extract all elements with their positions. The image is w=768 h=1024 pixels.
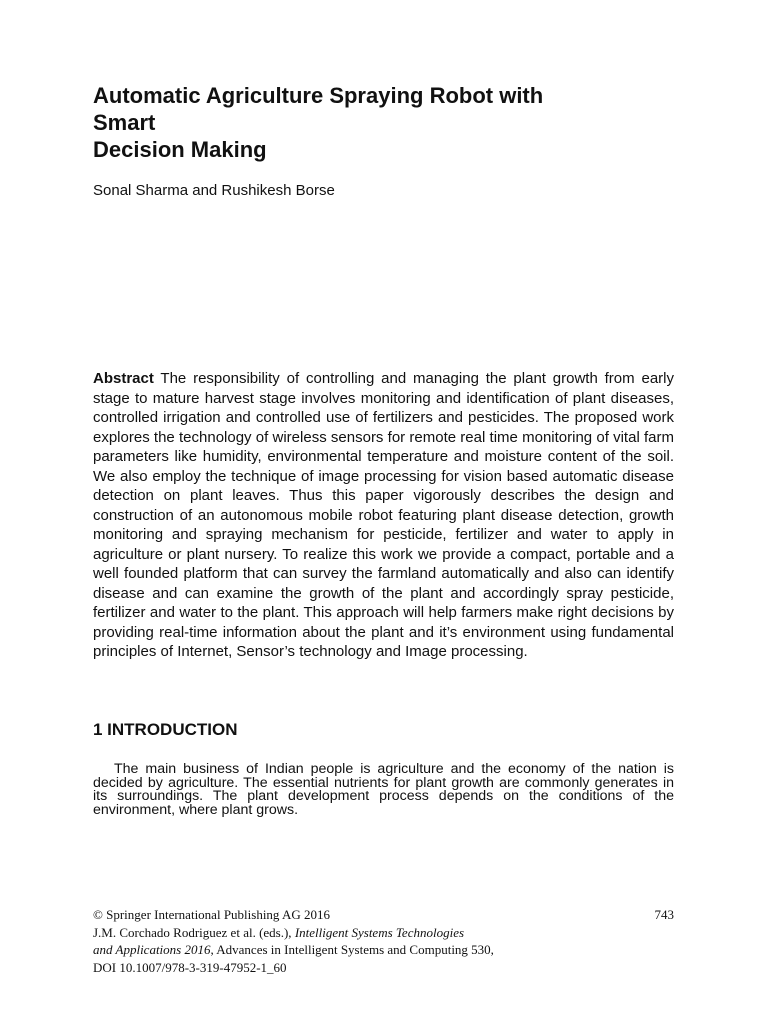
footer [93,906,674,976]
paper-title [93,82,693,163]
copyright-notice: © Springer International Publishing AG 2016 [93,907,330,922]
citation-editors: J.M. Corchado Rodriguez et al. (eds.), [93,924,295,940]
book-title-part-1: Intelligent Systems Technologies [294,924,465,940]
book-title-part-2: and Applications 2016 [93,942,211,957]
abstract-label: Abstract [93,370,154,387]
abstract [93,369,674,662]
title-line-3: Decision Making [93,137,267,162]
title-line-1: Automatic Agriculture Spraying Robot with [93,83,544,108]
section-heading: 1 INTRODUCTION [93,720,238,739]
introduction-paragraph: The main business of Indian people is agriculture and the economy of the nation is decided by agriculture. The essential nutrients for plant growth are commonly generates in its surroundings. The plant development process depends on the conditions of the environment, where plant grows. [93,761,674,818]
doi: DOI 10.1007/978-3-319-47952-1_60 [93,959,287,975]
copyright-row [93,906,674,924]
author-list: Sonal Sharma and Rushikesh Borse [93,182,335,199]
citation-line-1 [93,924,674,942]
citation-line-2 [93,941,674,959]
title-line-2: Smart [93,110,156,135]
page-number: 743 [654,907,674,922]
series-info: , Advances in Intelligent Systems and Computing 530, [210,942,494,957]
abstract-text: The responsibility of controlling and managing the plant growth from early stage to mature harvest stage involves monitoring and identification of plant diseases, controlled irrigation and controlled use of fertilizers and pesticides. The proposed work explores the technology of wireless sensors for remote real time monitoring of vital farm parameters like humidity, environmental temperature and moisture content of the soil. We also employ the technique of image processing for vision based automatic disease detection on plant leaves. Thus this paper vigorously describes the design and construction of an autonomous mobile robot featuring plant disease detection, growth monitoring and spraying mechanism for pesticide, fertilizer and water to apply in agriculture or plant nursery. To realize this work we provide a compact, portable and a well founded platform that can survey the farmland automatically and also can identify disease and can examine the growth of the plant and accordingly spray pesticide, fertilizer and water to the plant. This approach will help farmers make right decisions by providing real-time information about the plant and it’s environment using fundamental principles of Internet, Sensor’s technology and Image processing. [93,370,674,660]
